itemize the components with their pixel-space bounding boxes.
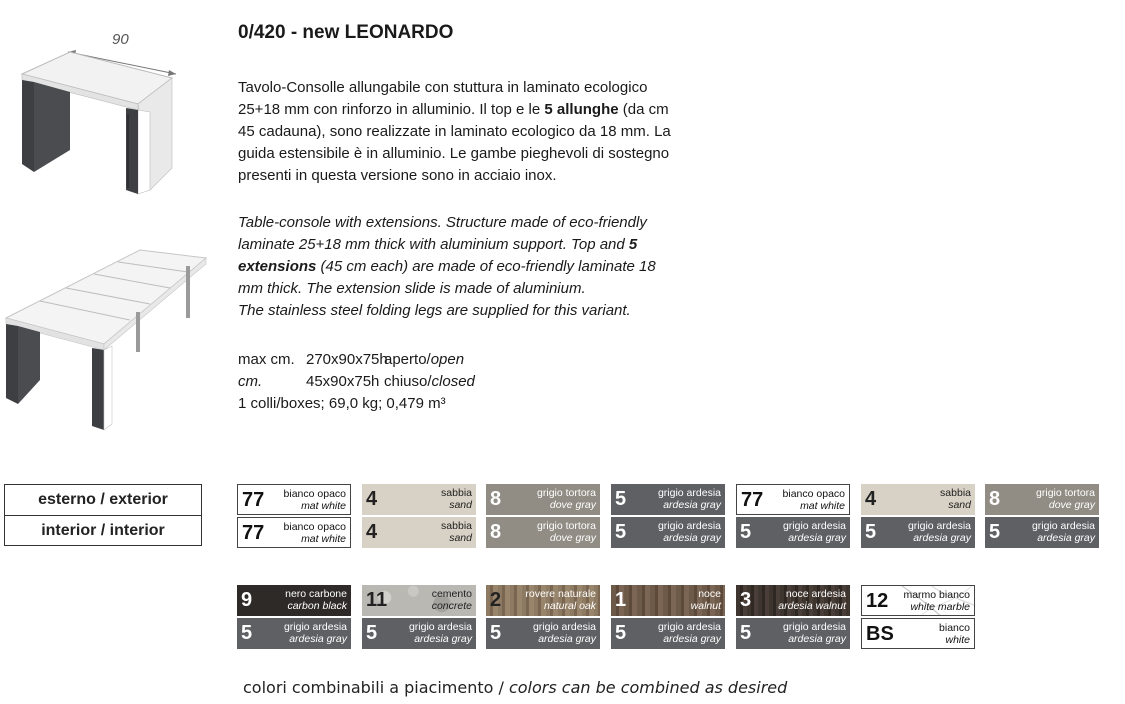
label-exterior: esterno / exterior xyxy=(5,485,201,516)
description-italian xyxy=(238,77,678,187)
swatch-name-it: grigio ardesia xyxy=(283,621,347,633)
swatch-name-it: grigio ardesia xyxy=(657,487,721,499)
interior-swatch xyxy=(611,618,725,649)
description-english-part2: (45 cm each) are made of eco-friendly laminate 18 mm thick. The extension slide is made of aluminium. xyxy=(238,258,656,297)
description-english-part3: The stainless steel folding legs are supplied for this variant. xyxy=(238,302,631,319)
interior-swatch xyxy=(486,618,600,649)
swatch-code: 77 xyxy=(242,522,265,544)
swatch-name-en: dove gray xyxy=(549,499,596,511)
finish-pair[interactable] xyxy=(985,484,1099,548)
swatch-name-it: grigio ardesia xyxy=(657,520,721,532)
swatch-name-en: ardesia gray xyxy=(289,633,347,645)
swatch-name-en: ardesia gray xyxy=(663,499,721,511)
swatch-name-it: sabbia xyxy=(940,487,971,499)
swatch-code: 11 xyxy=(366,589,388,611)
swatch-name-it: cemento xyxy=(431,588,472,600)
interior-swatch xyxy=(486,517,600,548)
swatch-code: 8 xyxy=(490,488,502,510)
label-interior: interior / interior xyxy=(41,522,165,539)
swatch-name-it: sabbia xyxy=(441,487,472,499)
swatch-name-en: dove gray xyxy=(549,532,596,544)
swatch-code: 77 xyxy=(242,489,265,511)
swatch-name-en: ardesia gray xyxy=(663,633,721,645)
swatch-name-en: mat white xyxy=(301,500,346,512)
spec-closed xyxy=(238,371,475,393)
spec-open-dims: 270x90x75h xyxy=(306,351,388,368)
exterior-swatch xyxy=(985,484,1099,515)
description-english xyxy=(238,212,678,322)
exterior-swatch xyxy=(362,585,476,616)
swatch-name-it: bianco opaco xyxy=(283,521,346,533)
exterior-swatch xyxy=(486,585,600,616)
finish-label-box xyxy=(4,484,202,546)
swatch-name-en: concrete xyxy=(431,600,472,612)
finish-pair[interactable] xyxy=(611,484,725,548)
exterior-swatch xyxy=(736,585,850,616)
spec-open-it: aperto/ xyxy=(384,351,431,368)
finish-pair[interactable] xyxy=(237,585,351,649)
swatch-code: 12 xyxy=(866,590,889,612)
swatch-name-en: ardesia gray xyxy=(414,633,472,645)
closed-console-drawing xyxy=(0,22,180,202)
swatch-code: 5 xyxy=(615,622,627,644)
swatch-name-it: grigio ardesia xyxy=(532,621,596,633)
swatch-name-it: grigio tortora xyxy=(537,487,596,499)
swatch-code: BS xyxy=(866,623,894,645)
swatch-code: 5 xyxy=(865,521,877,543)
swatch-name-it: noce xyxy=(698,588,721,600)
swatch-code: 77 xyxy=(741,489,764,511)
swatch-name-it: grigio ardesia xyxy=(782,520,846,532)
exterior-swatch xyxy=(486,484,600,515)
description-italian-bold: 5 allunghe xyxy=(544,101,619,118)
spec-packaging: 1 colli/boxes; 69,0 kg; 0,479 m³ xyxy=(238,395,446,412)
swatch-code: 5 xyxy=(615,521,627,543)
swatch-code: 4 xyxy=(865,488,877,510)
interior-swatch xyxy=(736,618,850,649)
finish-pair[interactable] xyxy=(736,484,850,548)
swatch-name-it: grigio tortora xyxy=(537,520,596,532)
swatch-name-en: sand xyxy=(449,499,472,511)
swatch-code: 5 xyxy=(366,622,378,644)
finish-pair[interactable] xyxy=(486,585,600,649)
specifications xyxy=(238,349,475,415)
swatch-name-en: ardesia gray xyxy=(913,532,971,544)
finish-pair[interactable] xyxy=(861,484,975,548)
spec-closed-dims: 45x90x75h xyxy=(306,373,380,390)
swatch-name-it: noce ardesia xyxy=(785,588,846,600)
combination-note-en: colors can be combined as desired xyxy=(508,678,788,697)
combination-note-it: colori combinabili a piacimento / xyxy=(243,678,509,697)
swatch-name-en: natural oak xyxy=(544,600,596,612)
finish-pair[interactable] xyxy=(736,585,850,649)
exterior-swatch xyxy=(237,585,351,616)
swatch-name-it: grigio ardesia xyxy=(782,621,846,633)
interior-swatch xyxy=(985,517,1099,548)
description-italian-part2: (da cm 45 cadauna), sono realizzate in laminato ecologico da 18 mm. La guida estensibile è in alluminio. Le gambe pieghevoli di sostegno presenti in questa versione sono in acciaio inox. xyxy=(238,101,671,184)
finish-pair[interactable] xyxy=(611,585,725,649)
swatch-name-en: mat white xyxy=(301,533,346,545)
swatch-name-en: sand xyxy=(948,499,971,511)
swatch-name-en: ardesia gray xyxy=(663,532,721,544)
exterior-swatch xyxy=(237,484,351,515)
swatch-name-en: ardesia gray xyxy=(788,633,846,645)
interior-swatch xyxy=(861,618,975,649)
spec-open-label: max cm. xyxy=(238,351,295,368)
description-english-bold: 5 extensions xyxy=(238,236,638,275)
spec-open-en: open xyxy=(430,351,465,368)
swatch-name-it: bianco opaco xyxy=(782,488,845,500)
dimension-label: 90 xyxy=(112,31,129,48)
swatch-name-en: ardesia walnut xyxy=(778,600,846,612)
swatch-name-it: grigio ardesia xyxy=(1031,520,1095,532)
swatch-code: 8 xyxy=(989,488,1001,510)
swatch-code: 5 xyxy=(740,521,752,543)
spec-closed-en: closed xyxy=(431,373,475,390)
swatch-name-en: white marble xyxy=(910,601,970,613)
swatch-code: 2 xyxy=(490,589,502,611)
swatch-name-it: nero carbone xyxy=(285,588,347,600)
interior-swatch xyxy=(861,517,975,548)
swatch-name-it: rovere naturale xyxy=(525,588,596,600)
swatch-code: 8 xyxy=(490,521,502,543)
swatch-code: 5 xyxy=(615,488,627,510)
swatch-name-en: mat white xyxy=(800,500,845,512)
exterior-swatch xyxy=(861,585,975,616)
interior-swatch xyxy=(362,517,476,548)
swatch-name-en: white xyxy=(945,634,970,646)
swatch-name-it: bianco xyxy=(939,622,970,634)
interior-swatch xyxy=(237,517,351,548)
swatch-name-it: bianco opaco xyxy=(283,488,346,500)
swatch-name-it: marmo bianco xyxy=(903,589,970,601)
interior-swatch xyxy=(611,517,725,548)
finish-pair[interactable] xyxy=(486,484,600,548)
finish-pair[interactable] xyxy=(362,484,476,548)
spec-closed-it: chiuso/ xyxy=(384,373,432,390)
swatch-code: 5 xyxy=(490,622,502,644)
interior-swatch xyxy=(362,618,476,649)
swatch-name-en: carbon black xyxy=(287,600,347,612)
swatch-name-it: grigio ardesia xyxy=(408,621,472,633)
swatch-name-it: grigio ardesia xyxy=(907,520,971,532)
swatch-name-en: walnut xyxy=(690,600,721,612)
swatch-name-en: ardesia gray xyxy=(788,532,846,544)
extended-table-drawing xyxy=(0,240,220,440)
swatch-name-it: grigio ardesia xyxy=(657,621,721,633)
swatch-name-en: sand xyxy=(449,532,472,544)
swatch-code: 4 xyxy=(366,488,378,510)
swatch-name-it: sabbia xyxy=(441,520,472,532)
spec-open xyxy=(238,349,475,371)
swatch-code: 3 xyxy=(740,589,752,611)
interior-swatch xyxy=(736,517,850,548)
finish-pair[interactable] xyxy=(362,585,476,649)
interior-swatch xyxy=(237,618,351,649)
swatch-code: 4 xyxy=(366,521,378,543)
swatch-name-it: grigio tortora xyxy=(1036,487,1095,499)
exterior-swatch xyxy=(362,484,476,515)
swatch-name-en: dove gray xyxy=(1048,499,1095,511)
swatch-name-en: ardesia gray xyxy=(1037,532,1095,544)
spec-closed-label: cm. xyxy=(238,373,263,390)
swatch-code: 9 xyxy=(241,589,253,611)
exterior-swatch xyxy=(611,585,725,616)
finish-pair[interactable] xyxy=(861,585,975,649)
combination-note xyxy=(243,678,787,697)
description-english-part1: Table-console with extensions. Structure made of eco-friendly laminate 25+18 mm thick with aluminium support. Top and xyxy=(238,214,647,253)
product-title: 0/420 - new LEONARDO xyxy=(238,22,454,43)
exterior-swatch xyxy=(611,484,725,515)
swatch-code: 5 xyxy=(989,521,1001,543)
exterior-swatch xyxy=(861,484,975,515)
swatch-code: 5 xyxy=(241,622,253,644)
swatch-code: 5 xyxy=(740,622,752,644)
swatch-name-en: ardesia gray xyxy=(538,633,596,645)
finish-pair[interactable] xyxy=(237,484,351,548)
swatch-code: 1 xyxy=(615,589,627,611)
exterior-swatch xyxy=(736,484,850,515)
description-italian-part1: Tavolo-Consolle allungabile con stuttura in laminato ecologico 25+18 mm con rinforzo in alluminio. Il top e le xyxy=(238,79,648,118)
